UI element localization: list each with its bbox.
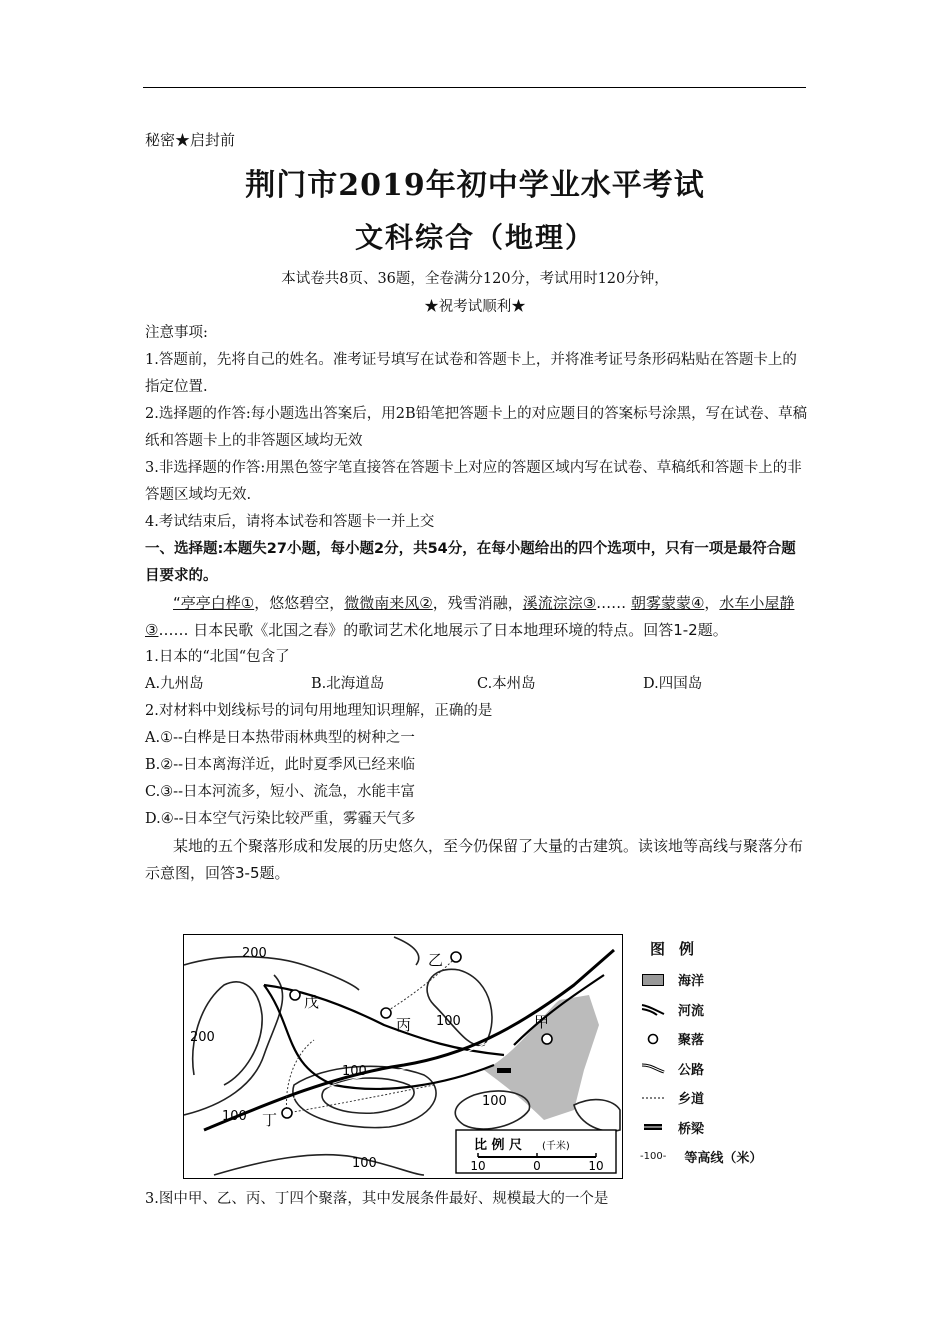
passage-text: …… [596, 594, 631, 612]
note-item: 1.答题前，先将自己的姓名。准考证号填写在试卷和答题卡上，并将准考证号条形码粘贴在答题卡上的指定位置. [145, 352, 797, 395]
legend-label: 公路 [678, 1062, 705, 1078]
ocean-icon [640, 973, 666, 987]
contour-line [322, 1078, 414, 1113]
exam-title: 荆门市2019年初中学业水平考试 [245, 168, 705, 203]
country-road [384, 957, 456, 1013]
road-icon [640, 1061, 666, 1075]
legend-label: 海洋 [678, 974, 705, 990]
legend-item [640, 1083, 790, 1113]
legend-label: 桥梁 [678, 1121, 705, 1137]
passage-1 [145, 590, 809, 644]
secret-label: 秘密★启封前 [145, 131, 236, 149]
passage-text: ，残雪消融， [432, 594, 523, 612]
map-legend [640, 938, 790, 1172]
note-item: 2.选择题的作答:每小题选出答案后，用2B铅笔把答题卡上的对应题目的答案标号涂黑，写在试卷、草稿纸和答题卡上的非答题区域均无效 [145, 406, 808, 449]
settlement-label: 丁 [262, 1111, 278, 1129]
settlement-jia [542, 1034, 552, 1044]
q3-stem: 3.图中甲、乙、丙、丁四个聚落，其中发展条件最好、规模最大的一个是 [145, 1191, 609, 1207]
contour-label: 100 [436, 1014, 461, 1029]
settlement-yi [451, 952, 461, 962]
legend-label: 河流 [678, 1003, 705, 1019]
bridge-icon [640, 1120, 666, 1134]
legend-title: 图例 [650, 940, 709, 958]
legend-item [640, 1113, 790, 1143]
settlement-label: 戊 [304, 993, 320, 1011]
legend-item [640, 965, 790, 995]
settlement-icon [640, 1032, 666, 1046]
contour-line [394, 937, 419, 965]
legend-item [640, 1142, 790, 1172]
exam-body [145, 320, 809, 887]
contour-line [427, 969, 492, 1045]
contour-map [183, 934, 623, 1179]
contour-line [214, 1155, 424, 1175]
legend-item [640, 995, 790, 1025]
q2-option-c: C.③--日本河流多，短小、流急，水能丰富 [145, 784, 415, 800]
q2-stem: 2.对材料中划线标号的词句用地理知识理解，正确的是 [145, 703, 493, 719]
top-rule [143, 87, 806, 88]
q2-option-b: B.②--日本离海洋近，此时夏季风已经来临 [145, 757, 416, 773]
contour-label: 100 [352, 1156, 377, 1171]
passage-text: ， [704, 594, 720, 612]
q2-option-a: A.①--白桦是日本热带雨林典型的树种之一 [145, 730, 415, 746]
river-icon [640, 1002, 666, 1016]
scale-tick-label: 10 [470, 1159, 486, 1173]
scale-tick-label: 10 [588, 1159, 604, 1173]
settlement-bing [381, 1008, 391, 1018]
note-item: 4.考试结束后，请将本试卷和答题卡一并上交 [145, 514, 435, 530]
q1-stem: 1.日本的“北国“包含了 [145, 649, 290, 665]
legend-label: 聚落 [678, 1033, 705, 1049]
q1-option-c: C.本州岛 [477, 676, 536, 692]
passage-text: ，悠悠碧空， [254, 594, 345, 612]
contour-label: 100 [342, 1064, 367, 1079]
settlement-label: 丙 [396, 1016, 412, 1034]
underlined-phrase: 微微南来风② [344, 594, 433, 612]
contour-icon: -100- [640, 1151, 667, 1163]
country-road-icon [640, 1091, 666, 1105]
contour-label: 200 [242, 946, 267, 961]
q1-options [145, 671, 809, 698]
legend-item [640, 1024, 790, 1054]
scale-label: 比 例 尺 [474, 1138, 523, 1153]
scale-unit: (千米) [542, 1141, 570, 1152]
q2-option-d: D.④--日本空气污染比较严重，雾霾天气多 [145, 811, 416, 827]
exam-subtitle: 文科综合（地理） [354, 221, 595, 254]
contour-label: 100 [222, 1109, 247, 1124]
passage-text: …… 日本民歌《北国之春》的歌词艺术化地展示了日本地理环境的特点。回答1-2题。 [158, 621, 728, 639]
notes-heading: 注意事项: [145, 325, 208, 341]
contour-label: 200 [190, 1030, 215, 1045]
settlement-label: 甲 [534, 1013, 550, 1031]
contour-line [574, 1100, 620, 1132]
underlined-phrase: 朝雾蒙蒙④ [630, 594, 705, 612]
legend-label: 等高线（米） [684, 1151, 763, 1167]
settlement-ding [282, 1108, 292, 1118]
settlement-label: 乙 [428, 951, 444, 969]
contour-map-svg [184, 935, 621, 1177]
section-heading: 一、选择题:本题失27小题，每小题2分，共54分，在每小题给出的四个选项中，只有一项是最符合题目要求的。 [145, 541, 796, 584]
contour-label: 100 [482, 1094, 507, 1109]
q1-option-a: A.九州岛 [145, 676, 204, 692]
exam-wish: ★祝考试顺利★ [424, 299, 526, 315]
underlined-phrase: “亭亭白桦① [173, 594, 255, 612]
note-item: 3.非选择题的作答:用黑色签字笔直接答在答题卡上对应的答题区域内写在试卷、草稿纸和答题卡上的非答题区域均无效. [145, 460, 802, 503]
passage-2: 某地的五个聚落形成和发展的历史悠久，至今仍保留了大量的古建筑。读该地等高线与聚落分布示意图，回答3-5题。 [145, 837, 804, 882]
legend-label: 乡道 [678, 1092, 705, 1108]
settlement-wu [290, 990, 300, 1000]
scale-tick-label: 0 [533, 1159, 541, 1173]
contour-line [184, 975, 283, 1115]
q1-option-d: D.四国岛 [643, 676, 703, 692]
bridge-mark [497, 1068, 511, 1073]
q1-option-b: B.北海道岛 [311, 676, 385, 692]
underlined-phrase: 水车小屋静③ [145, 594, 795, 639]
legend-item [640, 1054, 790, 1084]
exam-meta: 本试卷共8页、36题，全卷满分120分，考试用时120分钟， [281, 271, 669, 287]
underlined-phrase: 溪流淙淙③ [522, 594, 597, 612]
